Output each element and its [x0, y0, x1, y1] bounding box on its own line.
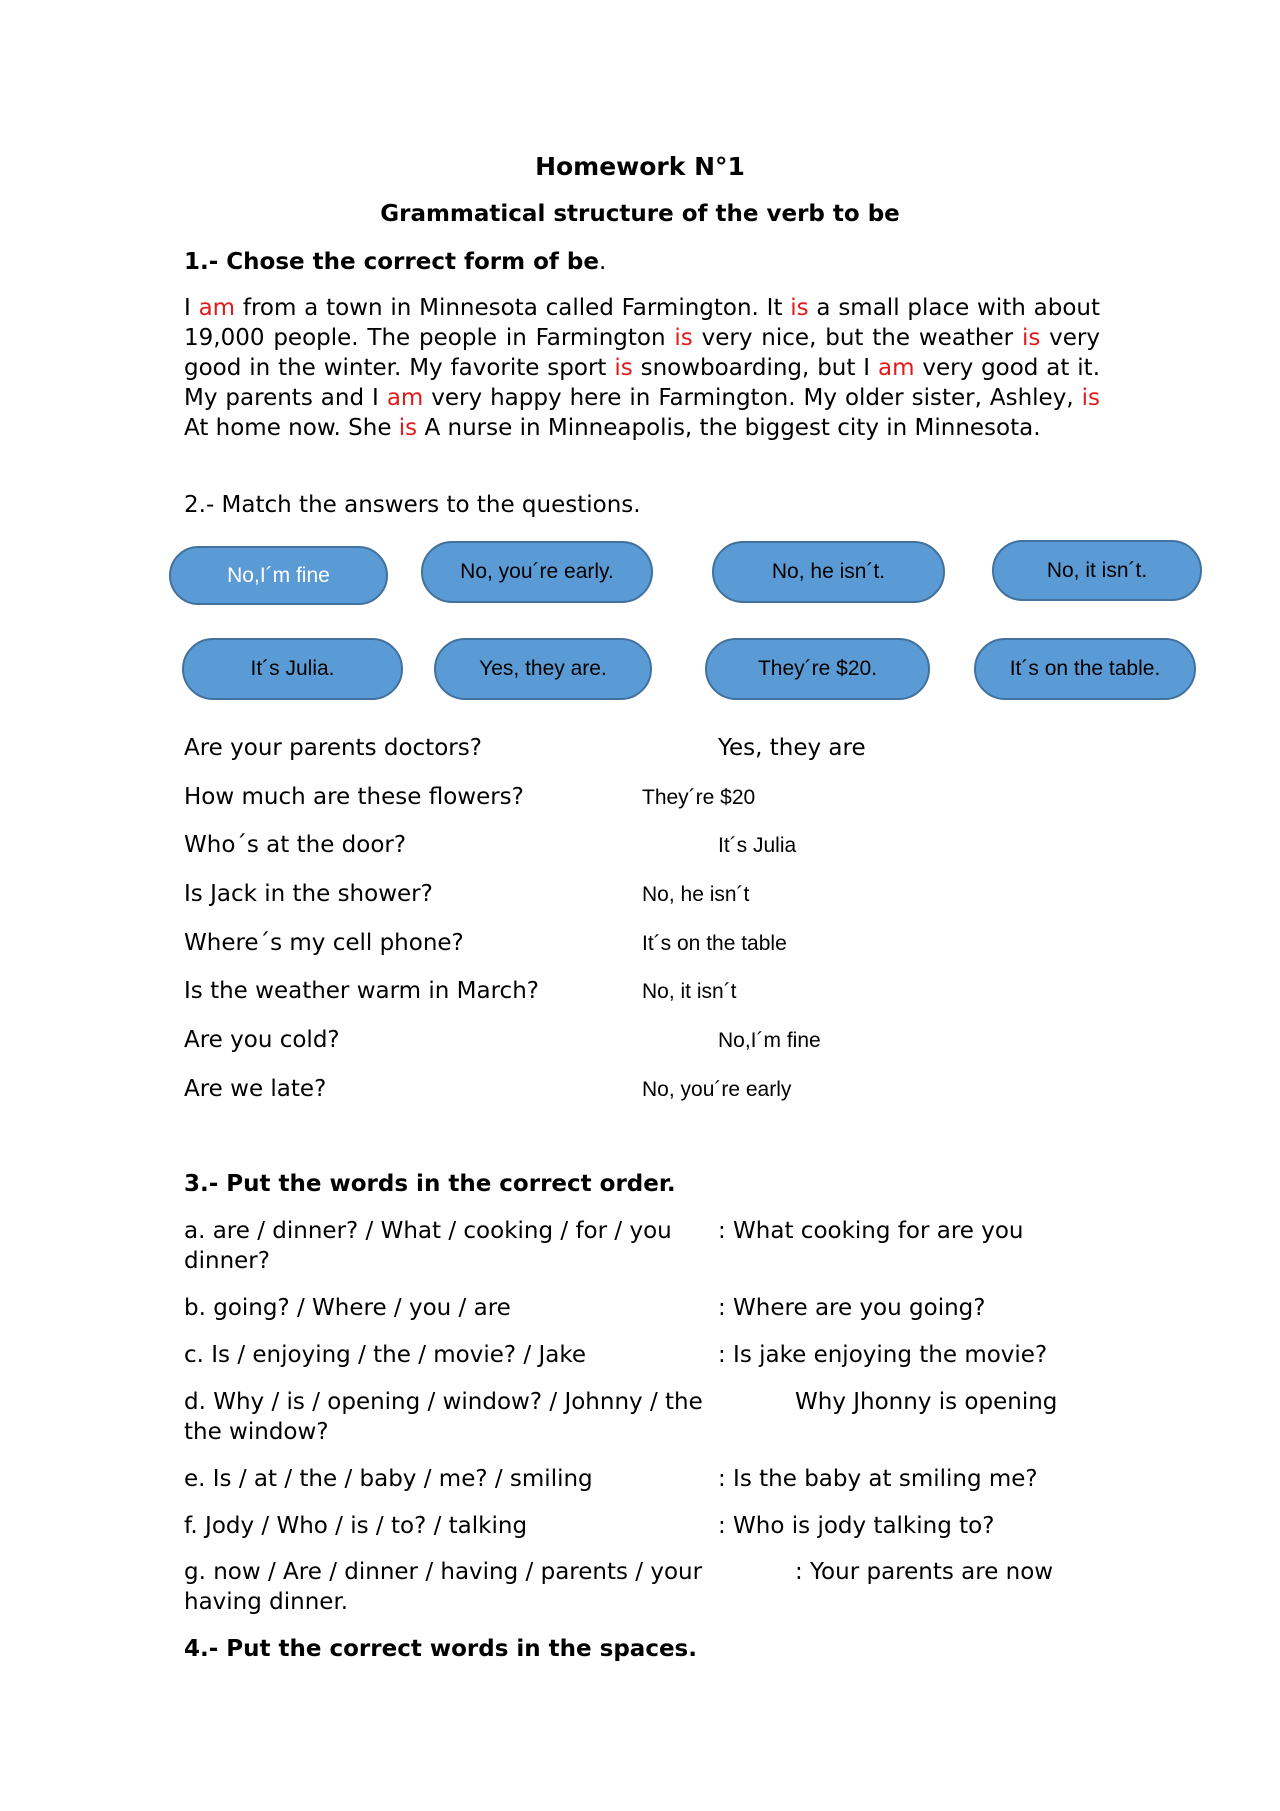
order-answer-f: : Who is jody talking to?	[718, 1513, 995, 1539]
order-item-g-cont: having dinner.	[184, 1589, 349, 1615]
order-item-d-cont: the window?	[184, 1419, 329, 1445]
order-answer-e: : Is the baby at smiling me?	[718, 1466, 1038, 1492]
answer-option-1: No,I´m fine	[169, 546, 388, 605]
answer-option-3: No, he isn´t.	[712, 541, 945, 603]
paragraph-text: very good at it. My parents and I	[184, 355, 1101, 411]
verb-answer: am	[386, 385, 424, 411]
order-item-g: g. now / Are / dinner / having / parents / your	[184, 1559, 703, 1585]
answer-8: No, you´re early	[642, 1078, 792, 1101]
section4-heading: 4.- Put the correct words in the spaces.	[184, 1636, 697, 1662]
order-item-a: a. are / dinner? / What / cooking / for / you	[184, 1218, 672, 1244]
page-subtitle: Grammatical structure of the verb to be	[380, 201, 900, 227]
answer-2: They´re $20	[642, 786, 756, 809]
paragraph-text: very nice, but the weather	[692, 325, 1022, 351]
paragraph-text: I	[184, 295, 199, 321]
answer-option-7: They´re $20.	[705, 638, 930, 700]
section2-heading: 2.- Match the answers to the questions.	[184, 492, 641, 518]
verb-answer: is	[674, 325, 693, 351]
question-1: Are your parents doctors?	[184, 735, 482, 761]
order-item-d: d. Why / is / opening / window? / Johnny / the	[184, 1389, 703, 1415]
answer-option-4: No, it isn´t.	[992, 540, 1202, 601]
answer-6: No, it isn´t	[642, 980, 737, 1003]
answer-5: It´s on the table	[642, 932, 787, 955]
paragraph-text: A nurse in Minneapolis, the biggest city in Minnesota.	[417, 415, 1041, 441]
verb-answer: is	[1021, 325, 1041, 351]
verb-answer: is	[398, 415, 418, 441]
answer-3: It´s Julia	[718, 834, 797, 857]
verb-answer: is	[790, 295, 809, 321]
section1-heading	[184, 249, 606, 275]
order-answer-a: : What cooking for are you	[718, 1218, 1024, 1244]
paragraph-text: snowboarding, but I	[632, 355, 878, 381]
paragraph-text: At home now. She	[184, 415, 399, 441]
order-item-b: b. going? / Where / you / are	[184, 1295, 511, 1321]
order-answer-b: : Where are you going?	[718, 1295, 986, 1321]
answer-7: No,I´m fine	[718, 1029, 821, 1052]
answer-option-2: No, you´re early.	[421, 541, 653, 603]
question-6: Is the weather warm in March?	[184, 978, 539, 1004]
question-5: Where´s my cell phone?	[184, 930, 464, 956]
question-7: Are you cold?	[184, 1027, 340, 1053]
section1-heading-tail: .	[598, 249, 607, 275]
order-answer-c: : Is jake enjoying the movie?	[718, 1342, 1048, 1368]
paragraph-text: very happy here in Farmington. My older sister, Ashley,	[423, 385, 1082, 411]
paragraph-text: very good in the winter. My favorite sport	[184, 325, 1100, 381]
paragraph-text: from a town in Minnesota called Farmington. It	[235, 295, 791, 321]
answer-option-8: It´s on the table.	[974, 638, 1196, 700]
verb-answer: is	[1081, 385, 1100, 411]
question-3: Who´s at the door?	[184, 832, 407, 858]
question-8: Are we late?	[184, 1076, 327, 1102]
question-2: How much are these flowers?	[184, 784, 524, 810]
verb-answer: is	[614, 355, 633, 381]
order-item-f: f. Jody / Who / is / to? / talking	[184, 1513, 528, 1539]
order-item-e: e. Is / at / the / baby / me? / smiling	[184, 1466, 593, 1492]
answer-1: Yes, they are	[718, 735, 866, 761]
verb-answer: am	[877, 355, 915, 381]
order-answer-g: : Your parents are now	[795, 1559, 1054, 1585]
question-4: Is Jack in the shower?	[184, 881, 433, 907]
order-item-a-cont: dinner?	[184, 1248, 270, 1274]
section1-paragraph	[184, 293, 1100, 443]
paragraph-text: a small place with about 19,000 people. The people in Farmington	[184, 295, 1100, 351]
section1-heading-bold: 1.- Chose the correct form of be	[184, 249, 599, 275]
answer-4: No, he isn´t	[642, 883, 750, 906]
order-item-c: c. Is / enjoying / the / movie? / Jake	[184, 1342, 586, 1368]
page-title: Homework N°1	[535, 152, 745, 181]
order-answer-d: Why Jhonny is opening	[795, 1389, 1058, 1415]
answer-option-6: Yes, they are.	[434, 638, 652, 700]
verb-answer: am	[198, 295, 236, 321]
answer-option-5: It´s Julia.	[182, 638, 403, 700]
section3-heading: 3.- Put the words in the correct order.	[184, 1171, 676, 1197]
